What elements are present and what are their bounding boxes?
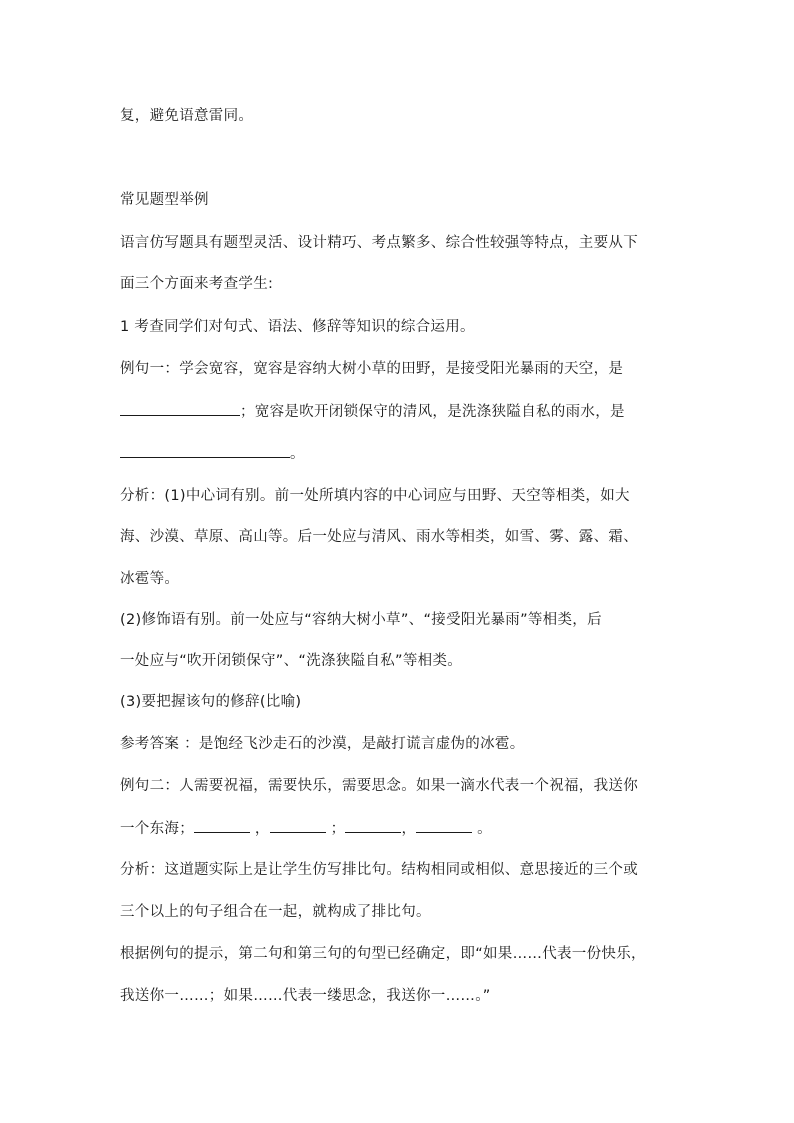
text-line: 我送你一……；如果……代表一缕思念，我送你一……。” [120, 988, 491, 1004]
fill-blank [270, 818, 326, 833]
text-line: 海、沙漠、草原、高山等。后一处应与清风、雨水等相类，如雪、雾、露、霜、 [120, 529, 638, 545]
text-line: (2)修饰语有别。前一处应与“容纳大树小草”、“接受阳光暴雨”等相类，后 [120, 612, 602, 628]
text-line: 冰雹等。 [120, 571, 180, 587]
text-line: 分析：(1)中心词有别。前一处所填内容的中心词应与田野、天空等相类，如大 [120, 488, 630, 504]
text-segment: 。 [290, 446, 305, 462]
text-line: 分析：这道题实际上是让学生仿写排比句。结构相同或相似、意思接近的三个或 [120, 862, 638, 878]
text-line: (3)要把握该句的修辞(比喻) [120, 694, 302, 710]
text-line: 语言仿写题具有题型灵活、设计精巧、考点繁多、综合性较强等特点，主要从下 [120, 235, 638, 251]
section-heading: 常见题型举例 [120, 192, 209, 208]
text-segment: 一个东海； [120, 821, 194, 837]
text-line: 三个以上的句子组合在一起，就构成了排比句。 [120, 904, 431, 920]
text-line: 例句二：人需要祝福，需要快乐，需要思念。如果一滴水代表一个祝福，我送你 [120, 778, 638, 794]
text-line: 例句一：学会宽容，宽容是容纳大树小草的田野，是接受阳光暴雨的天空，是 [120, 361, 624, 377]
text-segment: ， [401, 821, 417, 837]
text-line: 面三个方面来考查学生: [120, 276, 274, 292]
text-segment: ； [325, 821, 346, 837]
fill-blank [120, 401, 240, 416]
fill-blank [194, 818, 250, 833]
text-line [120, 818, 492, 839]
text-line [120, 443, 305, 464]
fill-blank [345, 818, 401, 833]
text-segment: ；宽容是吹开闭锁保守的清风，是洗涤狭隘自私的雨水，是 [240, 404, 625, 420]
text-line: 根据例句的提示，第二句和第三句的句型已经确定，即“如果……代表一份快乐， [120, 946, 646, 962]
text-line: 复，避免语意雷同。 [120, 108, 254, 124]
text-line: 一处应与“吹开闭锁保守”、“洗涤狭隘自私”等相类。 [120, 653, 463, 669]
fill-blank [120, 443, 290, 458]
text-segment: ， [250, 821, 270, 837]
text-line: 1 考查同学们对句式、语法、修辞等知识的综合运用。 [120, 319, 475, 335]
text-segment: 。 [472, 821, 492, 837]
text-line [120, 401, 625, 422]
answer-line: 参考答案 ：是饱经飞沙走石的沙漠，是敲打谎言虚伪的冰雹。 [120, 736, 525, 752]
fill-blank [416, 818, 472, 833]
